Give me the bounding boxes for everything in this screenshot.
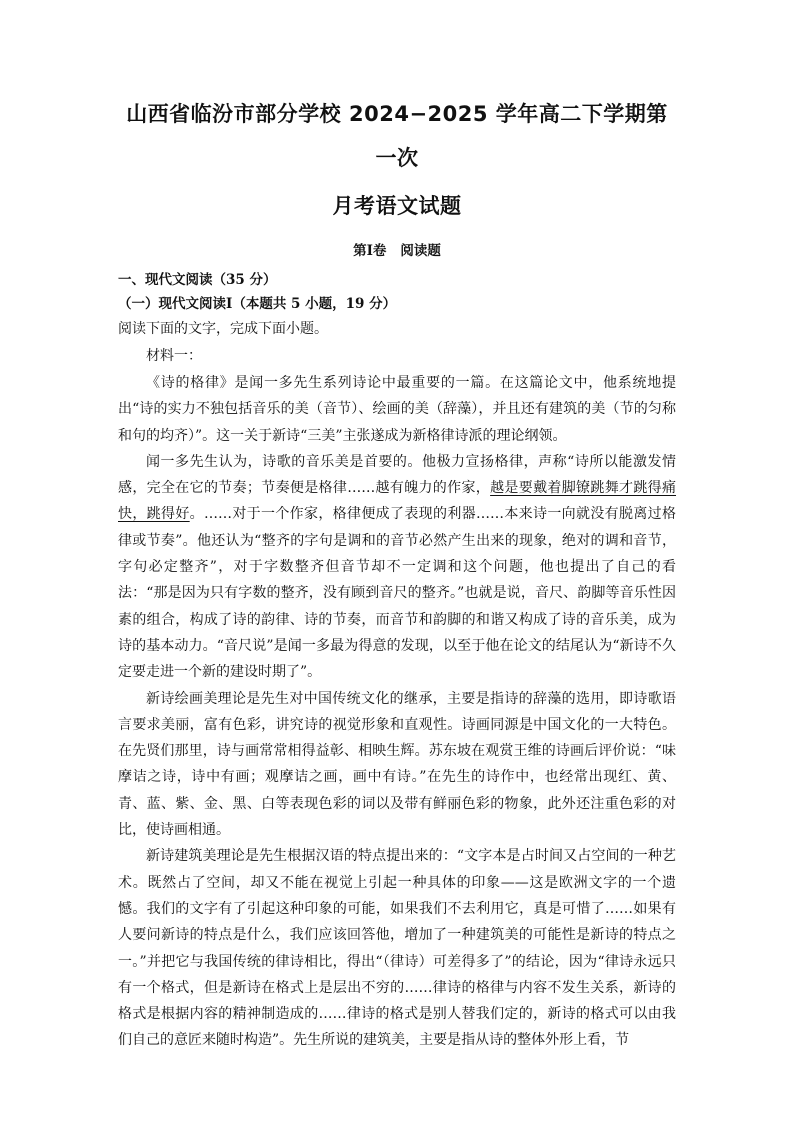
section-heading: 一、现代文阅读（35 分）	[118, 272, 277, 288]
doc-title-line2: 月考语文试题	[332, 194, 462, 218]
doc-title-line1: 山西省临汾市部分学校 2024−2025 学年高二下学期第一次	[126, 102, 668, 170]
subsection-heading: （一）现代文阅读Ⅰ（本题共 5 小题，19 分）	[118, 296, 397, 312]
instruction-text: 阅读下面的文字，完成下面小题。	[118, 321, 328, 337]
volume-heading	[118, 240, 676, 262]
paragraph-2-part-b: 。……对于一个作家，格律便成了表现的利器……本来诗一向就没有脱离过格律或节奏”。他还认为“整齐的字句是调和的音节必然产生出来的现象，绝对的调和音节，字句必定整齐”，对于字数整齐但音节却不一定调和这个问题，他也提出了自己的看法：“那是因为只有字数的整齐，没有顾到音尺的整齐。”也就是说，音尺、韵脚等音乐性因素的组合，构成了诗的韵律、诗的节奏，而音节和韵脚的和谐又构成了诗的音乐美，成为诗的基本动力。“音尺说”是闻一多最为得意的发现，以至于他在论文的结尾认为“新诗不久定要走进一个新的建设时期了”。	[118, 506, 677, 681]
material-label: 材料一：	[146, 348, 202, 364]
paragraph-3: 新诗绘画美理论是先生对中国传统文化的继承，主要是指诗的辞藻的选用，即诗歌语言要求美丽，富有色彩，讲究诗的视觉形象和直观性。诗画同源是中国文化的一大特色。在先贤们那里，诗与画常常相得益彰、相映生辉。苏东坡在观赏王维的诗画后评价说：“味摩诘之诗，诗中有画；观摩诘之画，画中有诗。”在先生的诗作中，也经常出现红、黄、青、蓝、紫、金、黑、白等表现色彩的词以及带有鲜丽色彩的物象，此外还注重色彩的对比，使诗画相通。	[118, 690, 676, 839]
paragraph-1: 《诗的格律》是闻一多先生系列诗论中最重要的一篇。在这篇论文中，他系统地提出“诗的实力不独包括音乐的美（音节）、绘画的美（辞藻），并且还有建筑的美（节的匀称和句的均齐）”。这一关于新诗“三美”主张遂成为新格律诗派的理论纲领。	[118, 375, 676, 444]
volume-label: 第Ⅰ卷	[353, 243, 387, 259]
paragraph-2	[118, 449, 676, 686]
underlined-sentence: 越是要戴着脚镣跳舞才跳得痛快，跳得好	[118, 480, 677, 523]
volume-name: 阅读题	[400, 243, 441, 259]
paragraph-4: 新诗建筑美理论是先生根据汉语的特点提出来的：“文字本是占时间又占空间的一种艺术。既然占了空间，却又不能在视觉上引起一种具体的印象——这是欧洲文字的一个遗憾。我们的文字有了引起这种印象的可能，如果我们不去利用它，真是可惜了……如果有人要问新诗的特点是什么，我们应该回答他，增加了一种建筑美的可能性是新诗的特点之一。”并把它与我国传统的律诗相比，得出“（律诗）可差得多了”的结论，因为“律诗永远只有一个格式，但是新诗在格式上是层出不穷的……律诗的格律与内容不发生关系，新诗的格式是根据内容的精神制造成的……律诗的格式是别人替我们定的，新诗的格式可以由我们自己的意匠来随时构造”。先生所说的建筑美，主要是指从诗的整体外形上看，节	[118, 848, 676, 1049]
paragraph-2-part-a: 闻一多先生认为，诗歌的音乐美是首要的。他极力宣扬格律，声称“诗所以能激发情感，完全在它的节奏；节奏便是格律……越有魄力的作家，	[118, 453, 676, 497]
